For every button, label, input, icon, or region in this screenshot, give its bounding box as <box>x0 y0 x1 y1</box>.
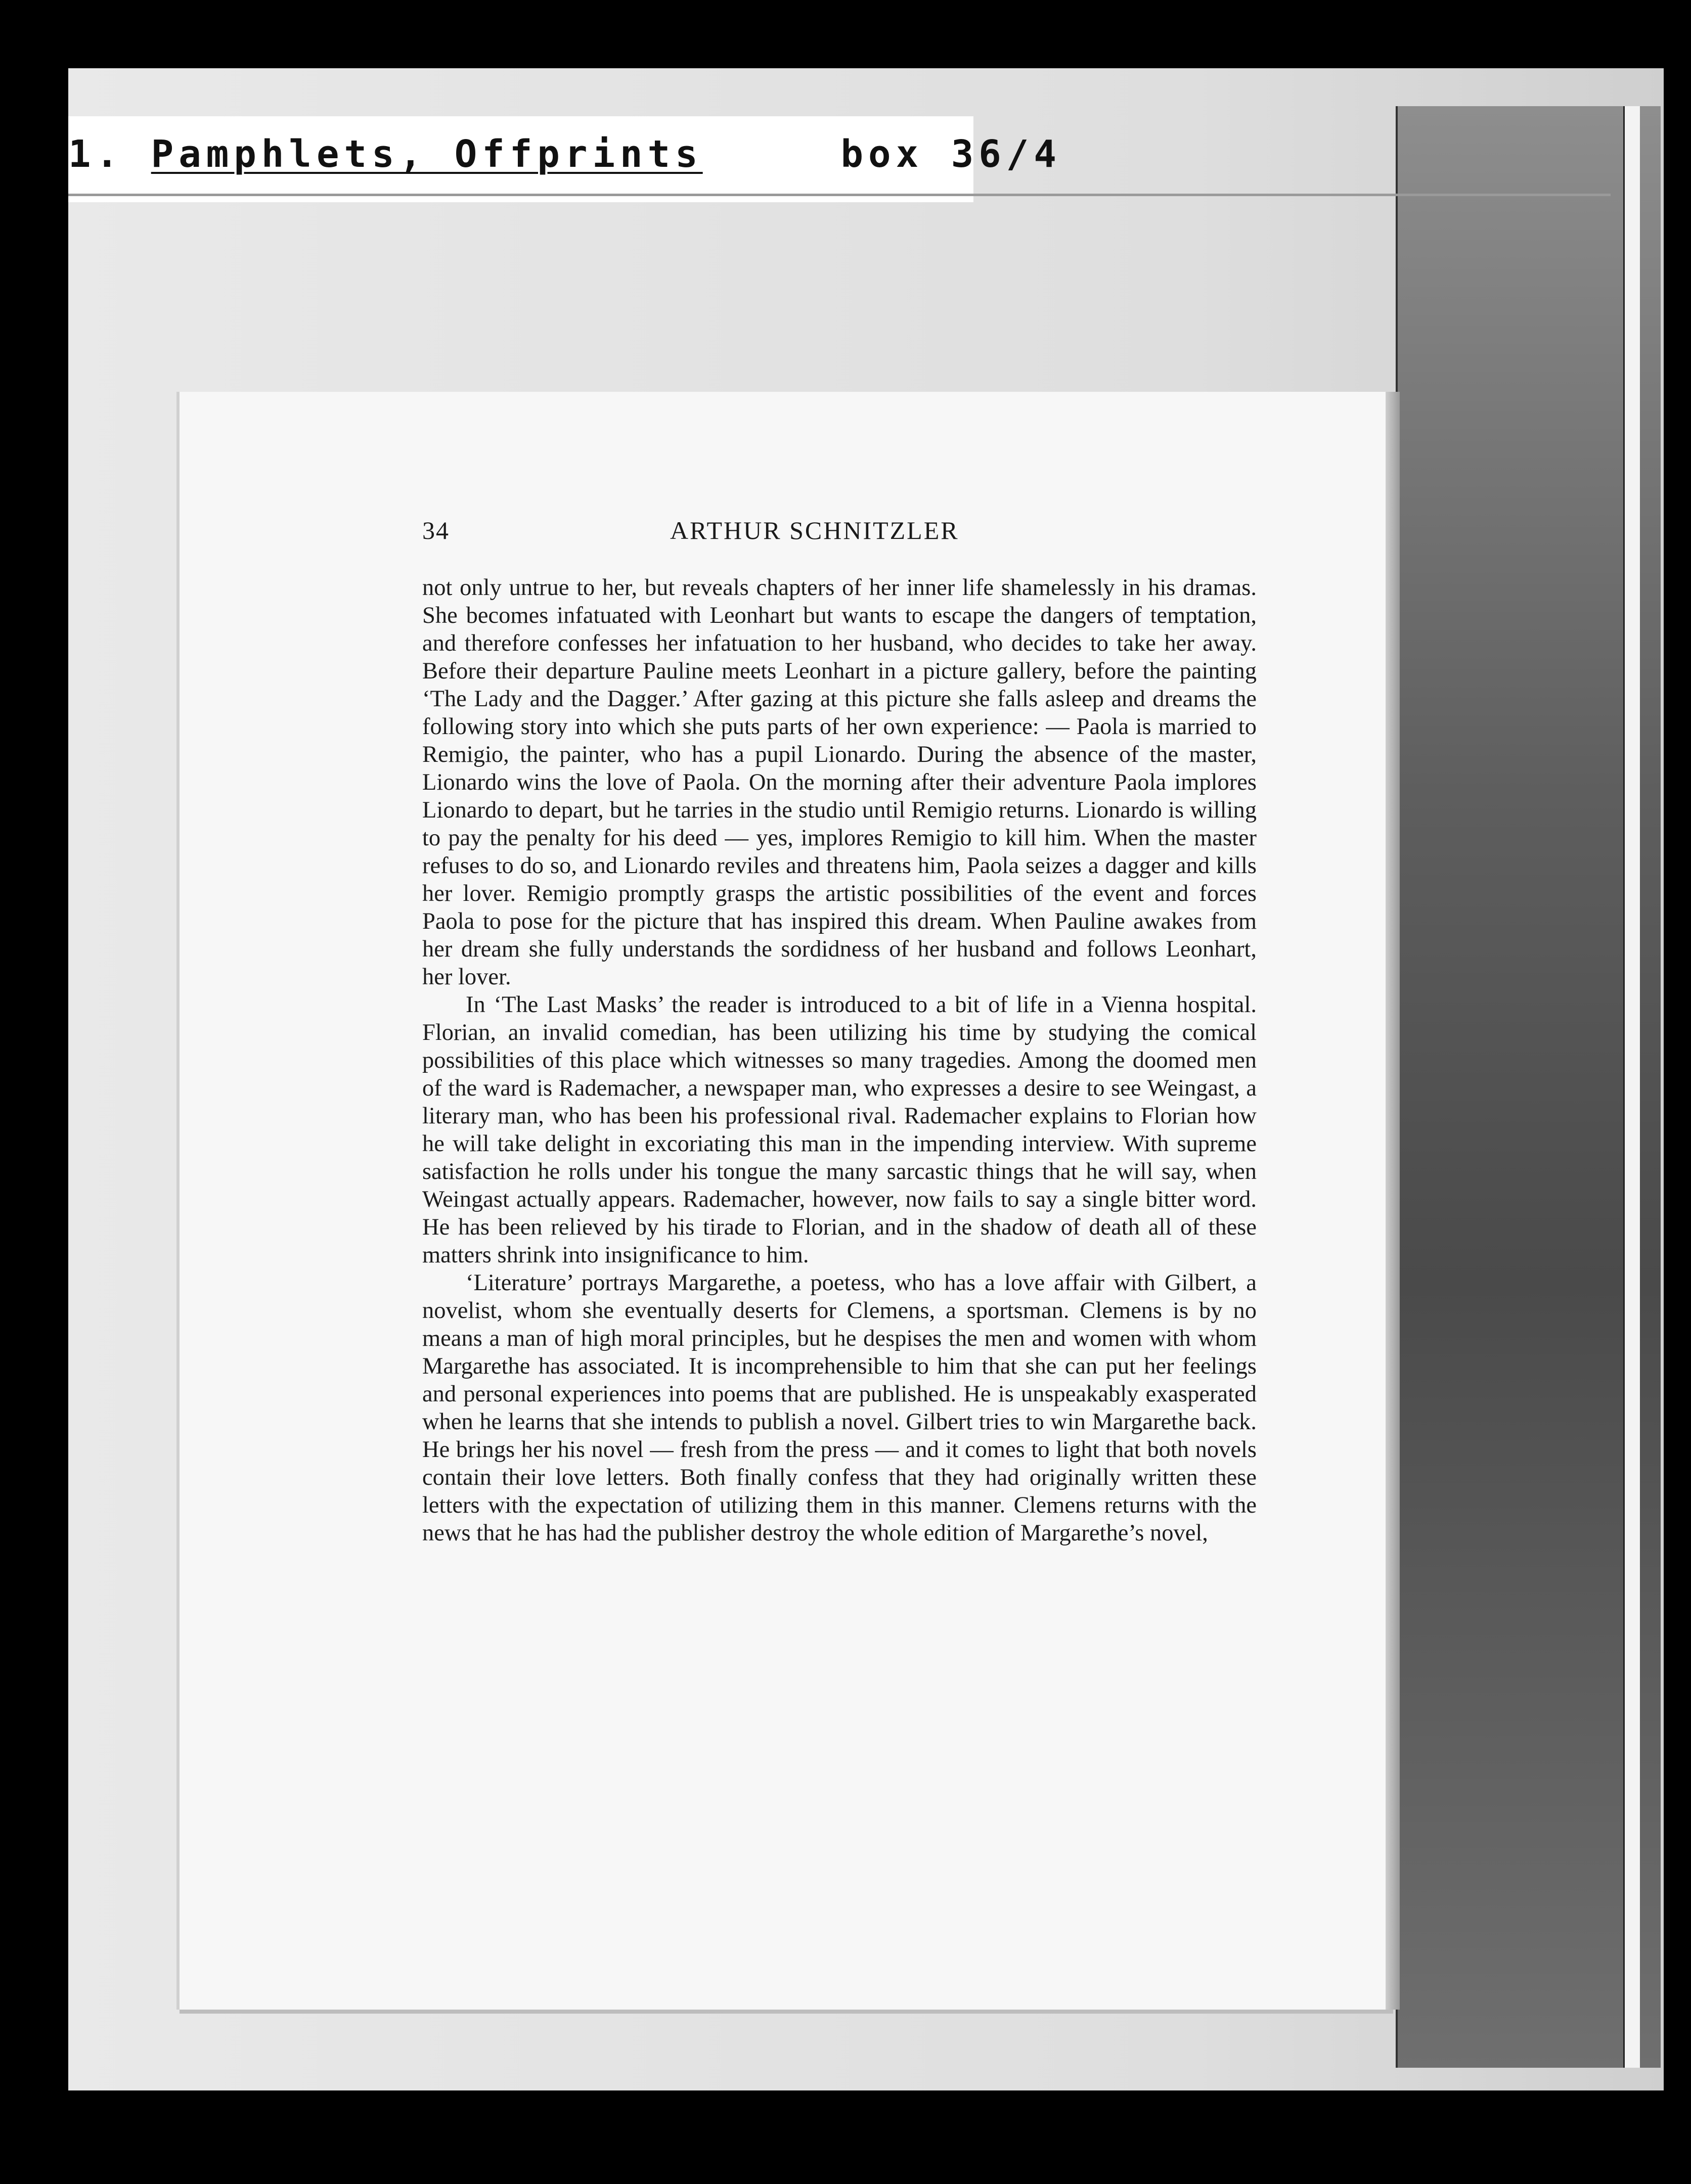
archive-label <box>68 126 1061 182</box>
body-text <box>422 574 1257 1547</box>
running-title: ARTHUR SCHNITZLER <box>670 516 959 544</box>
folder-edge-strip <box>1623 106 1640 2068</box>
folder-edge <box>1396 106 1661 2068</box>
paragraph-2: In ‘The Last Masks’ the reader is introduced to a bit of life in a Vienna hospital. Florian, an invalid comedian, has been utilizing his time by studying the comical possibilities of this place which witnesses so many tragedies. Among the doomed men of the ward is Rademacher, a newspaper man, who expresses a desire to see Weingast, a literary man, who has been his professional rival. Rademacher explains to Florian how he will take delight in excoriating this man in the impending interview. With supreme satisfaction he rolls under his tongue the many sarcastic things that he will say, when Weingast actually appears. Rademacher, however, now fails to say a single bitter word. He has been relieved by his tirade to Florian, and in the shadow of death all of these matters shrink into insignificance to him. <box>422 992 1257 1268</box>
label-box: box 36/4 <box>840 132 1061 176</box>
label-collection: Pamphlets, Offprints <box>151 132 703 176</box>
page-edge-shadow <box>1386 392 1400 2010</box>
paragraph-3: ‘Literature’ portrays Margarethe, a poetess, who has a love affair with Gilbert, a novelist, whom she eventually deserts for Clemens, a sportsman. Clemens is by no means a man of high moral principles, but he despises the men and women with whom Margarethe has associated. It is incomprehensible to him that she can put her feelings and personal experiences into poems that are published. He is unspeakably exasperated when he learns that she intends to publish a novel. Gilbert tries to win Margarethe back. He brings her his novel — fresh from the press — and it comes to light that both novels contain their love letters. Both finally confess that they had originally written these letters with the expectation of utilizing them in this manner. Clemens returns with the news that he has had the publisher destroy the whole edition of Margarethe’s novel, <box>422 1270 1257 1546</box>
label-rule <box>68 194 1611 196</box>
running-head <box>422 516 1257 556</box>
page-number: 34 <box>422 516 450 544</box>
paragraph-1: not only untrue to her, but reveals chapters of her inner life shamelessly in his dramas. She becomes infatuated with Leonhart but wants to escape the dangers of temptation, and therefore confesses her infatuation to her husband, who decides to take her away. Before their departure Pauline meets Leonhart in a picture gallery, before the painting ‘The Lady and the Dagger.’ After gazing at this picture she falls asleep and dreams the following story into which she puts parts of her own experience: — Paola is married to Remigio, the painter, who has a pupil Lionardo. During the absence of the master, Lionardo wins the love of Paola. On the morning after their adventure Paola implores Lionardo to depart, but he tarries in the studio until Remigio returns. Lionardo is willing to pay the penalty for his deed — yes, implores Remigio to kill him. When the master refuses to do so, and Lionardo reviles and threatens him, Paola seizes a dagger and kills her lover. Remigio promptly grasps the artistic possibilities of the event and forces Paola to pose for the picture that has inspired this dream. When Pauline awakes from her dream she fully understands the sordidness of her husband and follows Leonhart, her lover. <box>422 575 1257 990</box>
label-number: 1. <box>68 132 124 176</box>
